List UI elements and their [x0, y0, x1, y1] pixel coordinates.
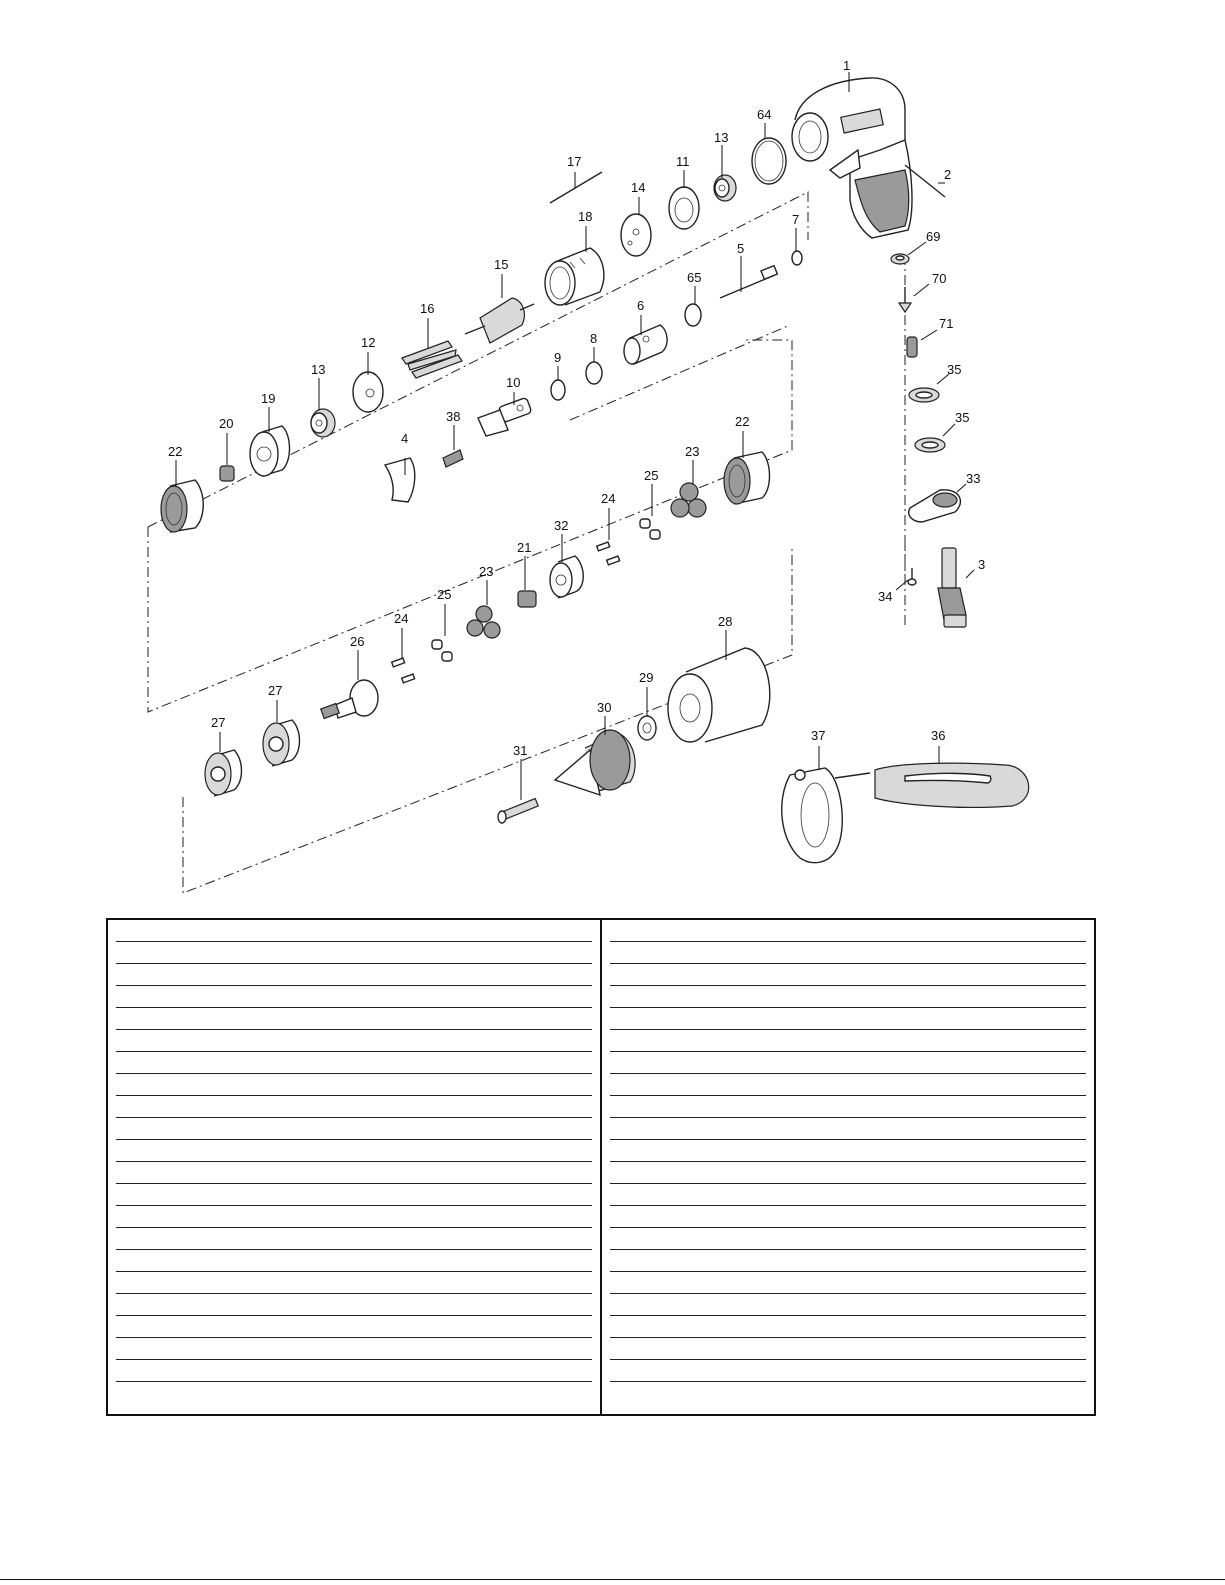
table-row — [116, 1360, 592, 1382]
callout-17: 17 — [567, 154, 582, 169]
part-8-oring — [586, 362, 602, 384]
callout-16: 16 — [420, 301, 435, 316]
part-37-handle-clamp — [782, 768, 870, 863]
part-1-housing — [792, 78, 912, 238]
part-65-oring — [685, 304, 701, 326]
table-row — [116, 1382, 592, 1404]
part-20-gear — [220, 466, 234, 481]
callout-21: 21 — [517, 540, 532, 555]
callout-18: 18 — [578, 209, 593, 224]
callout-69: 69 — [926, 229, 941, 244]
table-row — [116, 1052, 592, 1074]
callout-23-right: 23 — [685, 444, 700, 459]
table-row — [116, 1316, 592, 1338]
table-row — [116, 1272, 592, 1294]
part-4-button — [385, 458, 415, 502]
table-row — [610, 1360, 1086, 1382]
part-35-seal-upper — [909, 388, 939, 402]
callout-35-upper: 35 — [947, 362, 962, 377]
part-14-plate — [621, 214, 651, 256]
table-row — [610, 1228, 1086, 1250]
callout-20: 20 — [219, 416, 234, 431]
part-22-ring-gear-right — [724, 452, 770, 504]
callout-13-left: 13 — [311, 362, 326, 377]
callout-2: 2 — [944, 167, 952, 182]
table-row — [116, 986, 592, 1008]
part-3-air-inlet — [938, 548, 966, 627]
part-24-pins-left — [392, 658, 415, 683]
table-row — [610, 1030, 1086, 1052]
callout-4: 4 — [401, 431, 409, 446]
part-21-sun-gear — [518, 591, 536, 607]
callout-64: 64 — [757, 107, 772, 122]
part-71-spring — [907, 337, 917, 357]
part-6-valve — [624, 325, 667, 364]
parts-list-left-column — [108, 920, 602, 1414]
callout-31: 31 — [513, 743, 528, 758]
part-25-pins-left — [432, 640, 452, 661]
table-row — [610, 986, 1086, 1008]
part-17-pin — [550, 172, 602, 203]
table-row — [116, 1118, 592, 1140]
footer-rule — [0, 1579, 1225, 1580]
table-row — [116, 942, 592, 964]
part-26-spindle — [321, 680, 378, 718]
callout-12: 12 — [361, 335, 376, 350]
table-row — [116, 1228, 592, 1250]
callout-22-left: 22 — [168, 444, 183, 459]
callout-71: 71 — [939, 316, 954, 331]
table-row — [610, 1140, 1086, 1162]
callout-38: 38 — [446, 409, 461, 424]
callout-37: 37 — [811, 728, 826, 743]
table-row — [610, 1272, 1086, 1294]
callout-35-lower: 35 — [955, 410, 970, 425]
part-24-pins-right — [597, 542, 620, 565]
part-35-seal-lower — [915, 438, 945, 452]
part-38-spring — [443, 450, 463, 467]
part-27-bearing-left — [205, 750, 242, 796]
callout-11: 11 — [676, 154, 690, 169]
callout-65: 65 — [687, 270, 702, 285]
callout-10: 10 — [506, 375, 521, 390]
callout-24-left: 24 — [394, 611, 409, 626]
table-row — [610, 1294, 1086, 1316]
callout-30: 30 — [597, 700, 612, 715]
callout-5: 5 — [737, 241, 745, 256]
part-34-screw — [908, 568, 916, 585]
table-row — [610, 1052, 1086, 1074]
callout-33: 33 — [966, 471, 981, 486]
parts-list-right-column — [602, 920, 1094, 1414]
table-row — [116, 1030, 592, 1052]
callout-23-left: 23 — [479, 564, 494, 579]
part-33-exhaust-deflector — [909, 490, 961, 522]
part-28-gear-housing — [668, 648, 770, 742]
callout-7: 7 — [792, 212, 800, 227]
part-13-bearing-left — [311, 409, 335, 437]
table-row — [116, 1250, 592, 1272]
part-69-bushing — [891, 254, 909, 264]
table-row — [610, 1008, 1086, 1030]
callout-70: 70 — [932, 271, 947, 286]
callout-29: 29 — [639, 670, 654, 685]
callout-9: 9 — [554, 350, 562, 365]
callout-24-right: 24 — [601, 491, 616, 506]
table-row — [610, 1118, 1086, 1140]
callout-27-right: 27 — [268, 683, 283, 698]
part-22-ring-gear-left — [161, 480, 203, 532]
table-row — [610, 1074, 1086, 1096]
table-row — [610, 964, 1086, 986]
part-31-screw — [498, 799, 538, 823]
part-36-handle-grip — [875, 763, 1029, 807]
table-row — [116, 1140, 592, 1162]
table-row — [116, 1294, 592, 1316]
part-19-spacer — [250, 426, 290, 476]
part-70-valve-pin — [899, 287, 911, 312]
table-row — [610, 942, 1086, 964]
part-64-oring — [752, 138, 786, 184]
part-11-end-plate — [669, 187, 699, 229]
part-13-bearing-top — [714, 175, 736, 201]
part-30-chuck — [555, 730, 635, 795]
table-row — [116, 1206, 592, 1228]
part-9-oring — [551, 380, 565, 400]
part-12-rear-plate — [353, 372, 383, 412]
callout-28: 28 — [718, 614, 733, 629]
part-18-cylinder — [545, 248, 604, 305]
part-27-bearing-right — [263, 720, 300, 766]
callout-32: 32 — [554, 518, 569, 533]
table-row — [610, 1096, 1086, 1118]
callout-8: 8 — [590, 331, 598, 346]
callout-19: 19 — [261, 391, 276, 406]
table-row — [116, 1338, 592, 1360]
table-row — [610, 1162, 1086, 1184]
callout-22-right: 22 — [735, 414, 750, 429]
callout-3: 3 — [978, 557, 986, 572]
callout-25-right: 25 — [644, 468, 659, 483]
part-29-washer — [638, 716, 656, 740]
callout-1: 1 — [843, 58, 851, 73]
part-25-pins-right — [640, 519, 660, 539]
callout-25-left: 25 — [437, 587, 452, 602]
callout-26: 26 — [350, 634, 365, 649]
part-23-planet-gears-left — [467, 606, 500, 638]
callout-34: 34 — [878, 589, 893, 604]
table-row — [610, 1250, 1086, 1272]
table-row — [610, 1338, 1086, 1360]
part-32-carrier — [550, 556, 583, 598]
parts-list-table — [106, 918, 1096, 1416]
table-row — [116, 964, 592, 986]
part-23-planet-gears-right — [671, 483, 706, 517]
table-row — [116, 1162, 592, 1184]
table-row — [610, 920, 1086, 942]
table-row — [610, 1316, 1086, 1338]
part-5-shaft — [720, 266, 777, 298]
callout-36: 36 — [931, 728, 946, 743]
part-7-washer — [792, 251, 802, 265]
callout-15: 15 — [494, 257, 509, 272]
table-row — [116, 1096, 592, 1118]
table-row — [610, 1382, 1086, 1404]
table-row — [116, 1184, 592, 1206]
table-row — [116, 1074, 592, 1096]
table-row — [610, 1206, 1086, 1228]
callout-27-left: 27 — [211, 715, 226, 730]
callout-13-top: 13 — [714, 130, 729, 145]
table-row — [116, 920, 592, 942]
table-row — [610, 1184, 1086, 1206]
table-row — [116, 1008, 592, 1030]
callout-14: 14 — [631, 180, 646, 195]
callout-6: 6 — [637, 298, 645, 313]
part-10-reverse-valve — [478, 397, 532, 436]
